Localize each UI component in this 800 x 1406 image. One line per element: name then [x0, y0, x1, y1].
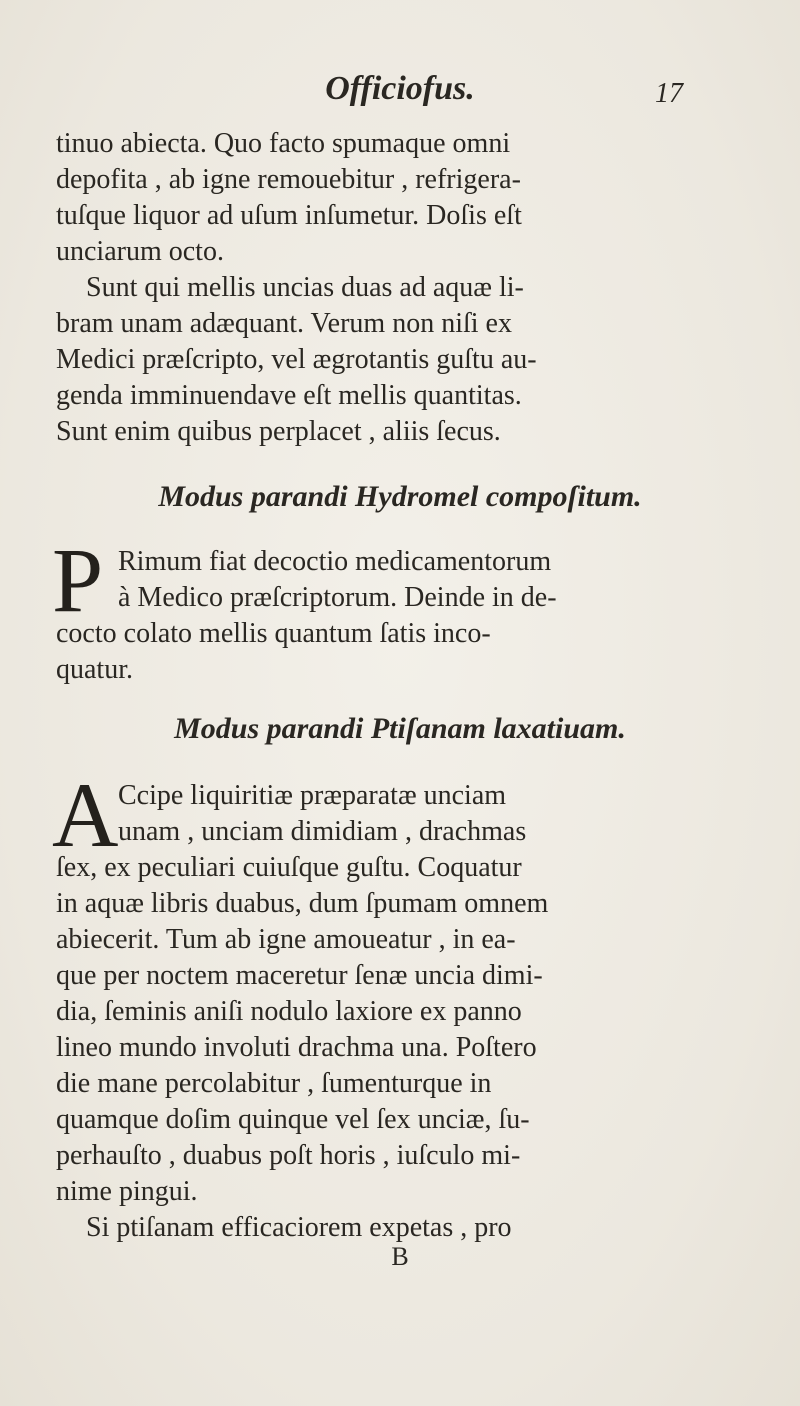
drop-cap: A	[52, 764, 119, 866]
text-line: Medici præſcripto, vel ægrotantis guſtu au-	[56, 344, 537, 375]
text-line: depofita , ab igne remouebitur , refrigera-	[56, 164, 521, 195]
text-line: unam , unciam dimidiam , drachmas	[118, 816, 527, 847]
text-line: Sunt enim quibus perplacet , aliis ſecus.	[56, 416, 501, 447]
drop-cap: P	[52, 529, 104, 631]
text-line: die mane percolabitur , ſumenturque in	[56, 1068, 492, 1099]
text-line: cocto colato mellis quantum ſatis inco-	[56, 618, 491, 649]
text-line: genda imminuendave eſt mellis quantitas.	[56, 380, 522, 411]
text-line: perhauſto , duabus poſt horis , iuſculo mi-	[56, 1140, 521, 1171]
text-line: quamque doſim quinque vel ſex unciæ, ſu-	[56, 1104, 530, 1135]
section-heading: Modus parandi Ptiſanam laxatiuam.	[174, 712, 626, 745]
text-line: tinuo abiecta. Quo facto spumaque omni	[56, 128, 511, 159]
running-head: Officiofus.	[325, 70, 475, 107]
signature-mark: B	[391, 1242, 409, 1271]
text-line: abiecerit. Tum ab igne amoueatur , in ea-	[56, 924, 516, 955]
page-number: 17	[655, 78, 683, 109]
text-line: nime pingui.	[56, 1176, 198, 1207]
text-line: quatur.	[56, 654, 133, 685]
text-line: in aquæ libris duabus, dum ſpumam omnem	[56, 888, 549, 919]
text-line: bram unam adæquant. Verum non niſi ex	[56, 308, 512, 339]
text-line: Rimum fiat decoctio medicamentorum	[118, 546, 552, 577]
text-line: Ccipe liquiritiæ præparatæ unciam	[118, 780, 507, 811]
text-line: tuſque liquor ad uſum inſumetur. Doſis eſt	[56, 200, 522, 231]
section-heading: Modus parandi Hydromel compoſitum.	[158, 480, 642, 513]
text-line: dia, ſeminis aniſi nodulo laxiore ex panno	[56, 996, 522, 1027]
text-line: lineo mundo involuti drachma una. Poſtero	[56, 1032, 537, 1063]
text-line: Si ptiſanam efficaciorem expetas , pro	[86, 1212, 512, 1243]
text-line: Sunt qui mellis uncias duas ad aquæ li-	[86, 272, 524, 303]
text-line: ſex, ex peculiari cuiuſque guſtu. Coquatur	[56, 852, 522, 883]
text-line: unciarum octo.	[56, 236, 224, 267]
text-line: à Medico præſcriptorum. Deinde in de-	[118, 582, 557, 613]
text-line: que per noctem maceretur ſenæ uncia dimi-	[56, 960, 543, 991]
